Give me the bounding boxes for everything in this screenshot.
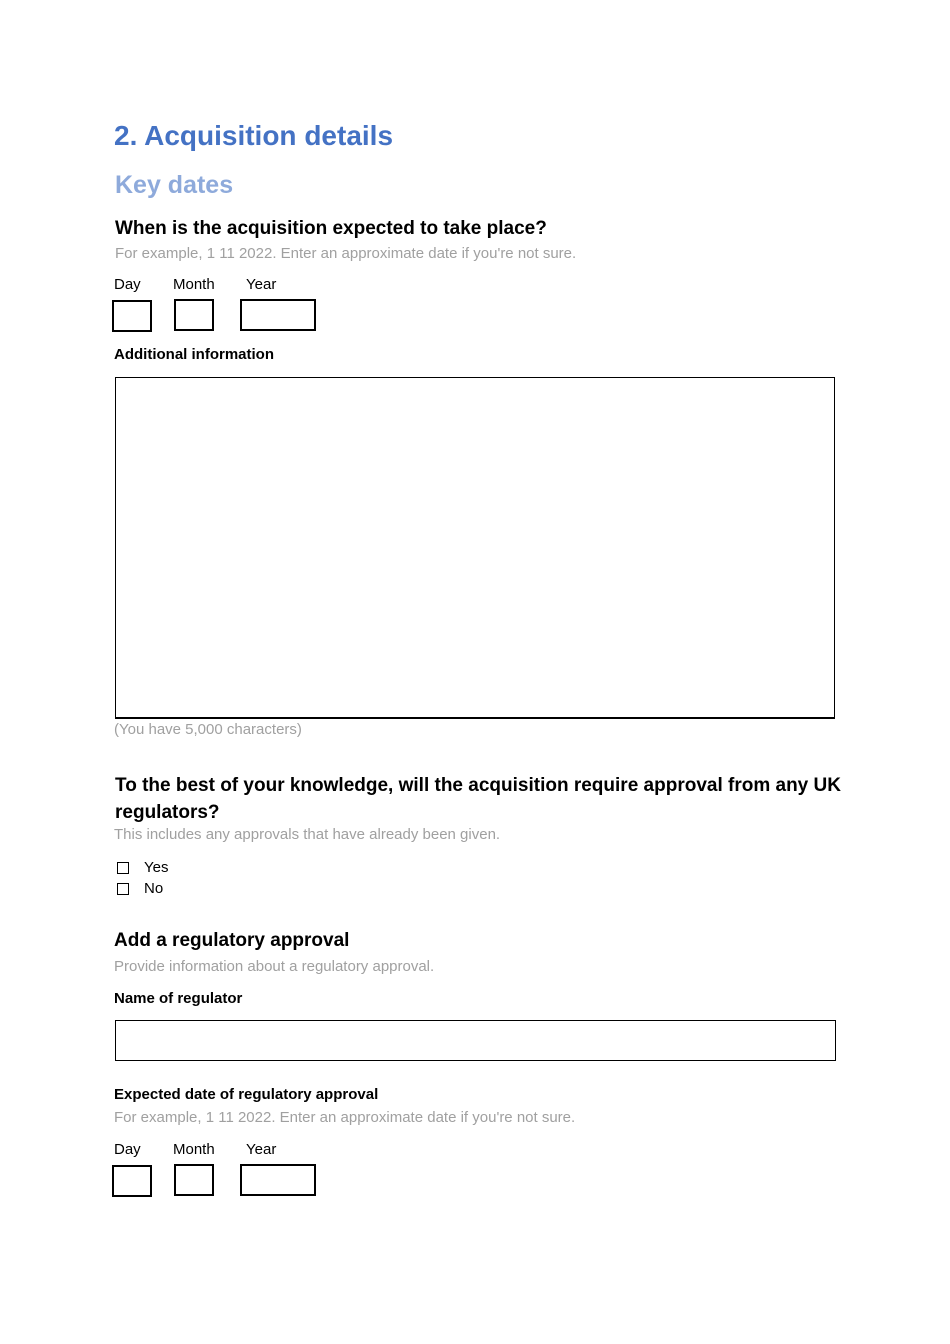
regulator-name-input[interactable] bbox=[115, 1020, 836, 1061]
approval-day-input[interactable] bbox=[112, 1165, 152, 1197]
acquisition-date-question: When is the acquisition expected to take place? bbox=[115, 218, 547, 239]
expected-date-label: Expected date of regulatory approval bbox=[114, 1086, 379, 1103]
regulator-name-label: Name of regulator bbox=[114, 990, 243, 1007]
acquisition-day-input[interactable] bbox=[112, 300, 152, 332]
add-approval-title: Add a regulatory approval bbox=[114, 930, 350, 951]
no-checkbox[interactable] bbox=[117, 883, 129, 895]
approval-month-label: Month bbox=[173, 1141, 215, 1158]
acquisition-year-input[interactable] bbox=[240, 299, 316, 331]
approval-year-label: Year bbox=[246, 1141, 277, 1158]
no-option-label: No bbox=[144, 880, 164, 897]
approval-day-label: Day bbox=[114, 1141, 141, 1158]
section-title: Key dates bbox=[115, 171, 234, 199]
page-title: 2. Acquisition details bbox=[114, 120, 394, 151]
yes-option-label: Yes bbox=[144, 859, 169, 876]
acquisition-month-input[interactable] bbox=[174, 299, 214, 331]
month-label: Month bbox=[173, 276, 215, 293]
character-counter: (You have 5,000 characters) bbox=[114, 721, 302, 738]
additional-info-textarea[interactable] bbox=[115, 377, 835, 719]
approval-month-input[interactable] bbox=[174, 1164, 214, 1196]
additional-info-label: Additional information bbox=[114, 346, 274, 363]
day-label: Day bbox=[114, 276, 141, 293]
add-approval-hint: Provide information about a regulatory approval. bbox=[114, 958, 435, 975]
acquisition-date-hint: For example, 1 11 2022. Enter an approximate date if you're not sure. bbox=[115, 245, 577, 262]
regulator-approval-question: To the best of your knowledge, will the acquisition require approval from any UK regulators? bbox=[115, 775, 841, 823]
yes-checkbox[interactable] bbox=[117, 862, 129, 874]
expected-date-hint: For example, 1 11 2022. Enter an approximate date if you're not sure. bbox=[114, 1109, 576, 1126]
approval-year-input[interactable] bbox=[240, 1164, 316, 1196]
year-label: Year bbox=[246, 276, 277, 293]
regulator-approval-hint: This includes any approvals that have already been given. bbox=[114, 826, 501, 843]
